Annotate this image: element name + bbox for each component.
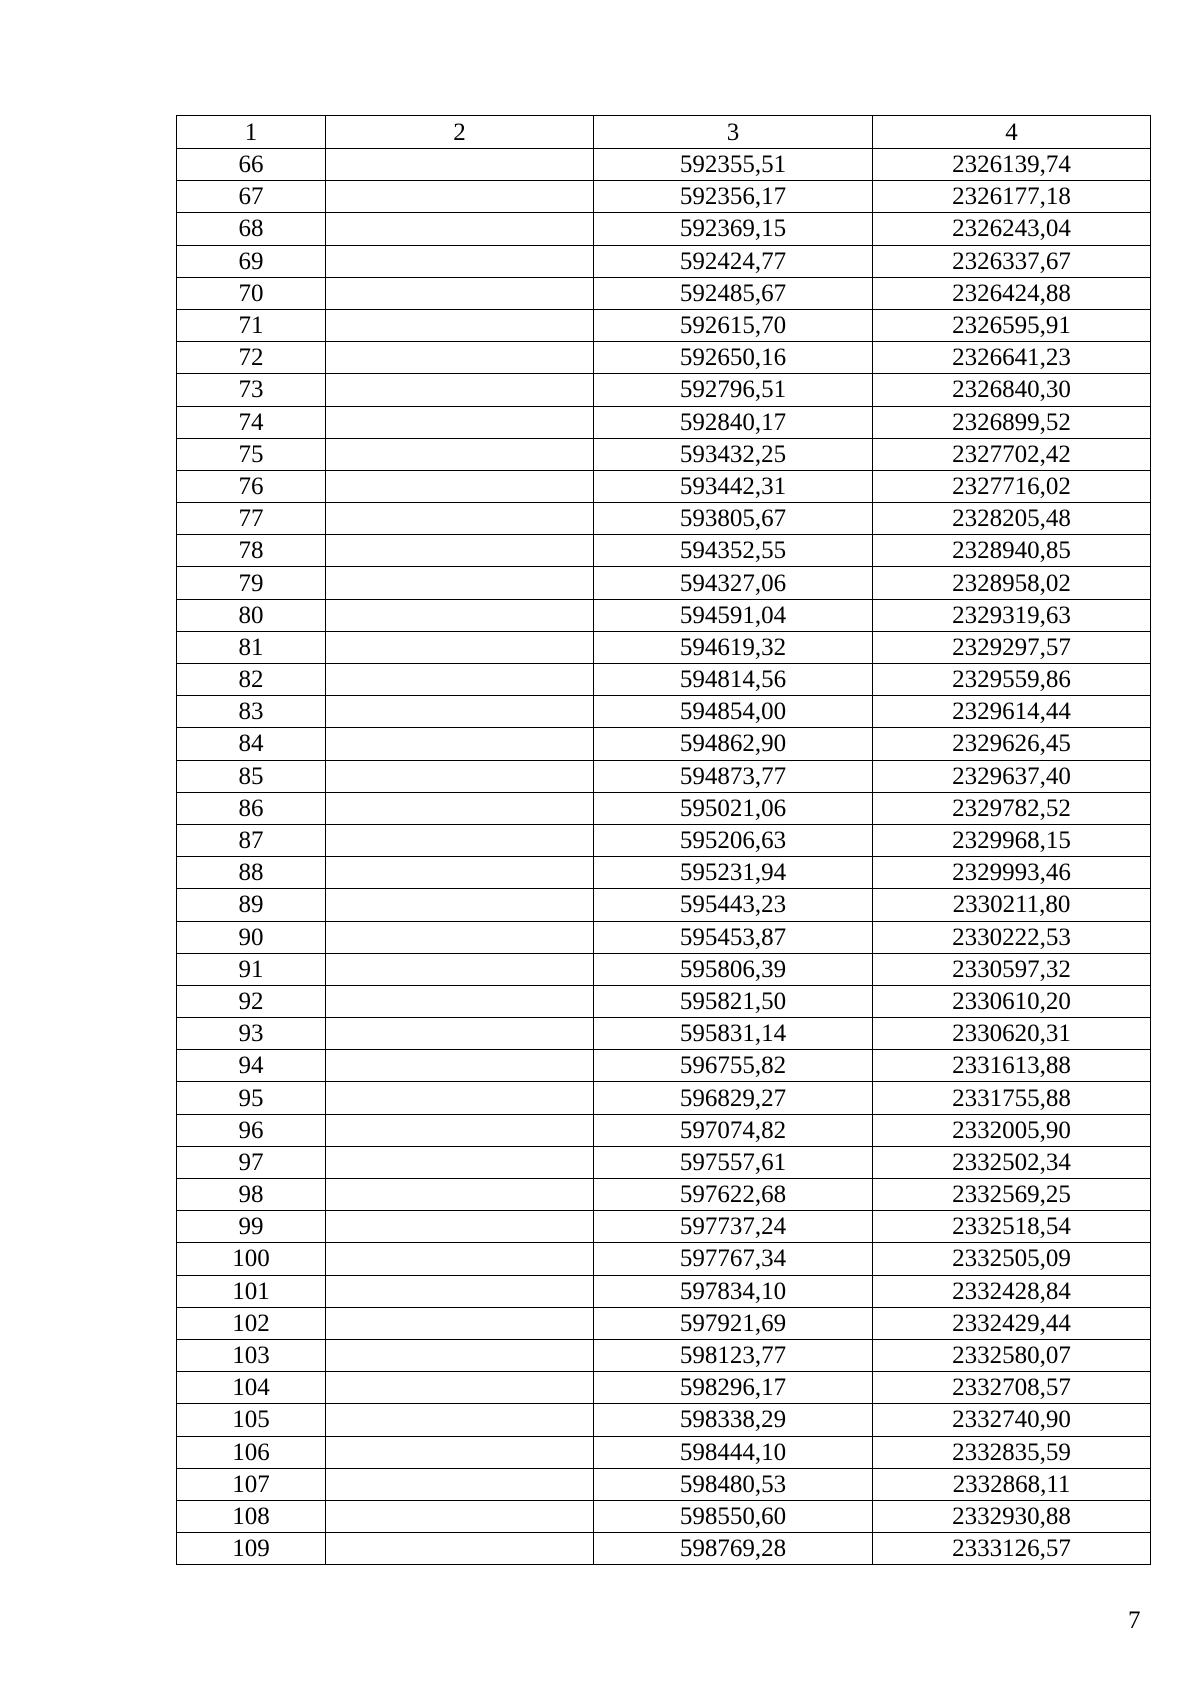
description-cell <box>326 985 594 1017</box>
x-coordinate-cell: 595021,06 <box>594 792 873 824</box>
table-body <box>177 149 1151 1565</box>
y-coordinate-cell: 2332708,57 <box>873 1372 1151 1404</box>
table-row <box>177 1339 1151 1371</box>
x-coordinate-cell: 597834,10 <box>594 1275 873 1307</box>
table-row <box>177 1050 1151 1082</box>
point-number-cell: 78 <box>177 535 326 567</box>
point-number-cell: 86 <box>177 792 326 824</box>
table-row <box>177 792 1151 824</box>
point-number-cell: 106 <box>177 1436 326 1468</box>
y-coordinate-cell: 2329626,45 <box>873 728 1151 760</box>
table-row <box>177 728 1151 760</box>
point-number-cell: 68 <box>177 213 326 245</box>
table-row <box>177 1179 1151 1211</box>
x-coordinate-cell: 594814,56 <box>594 664 873 696</box>
y-coordinate-cell: 2331613,88 <box>873 1050 1151 1082</box>
description-cell <box>326 953 594 985</box>
y-coordinate-cell: 2327702,42 <box>873 438 1151 470</box>
table-row <box>177 245 1151 277</box>
table-row <box>177 1243 1151 1275</box>
description-cell <box>326 1372 594 1404</box>
y-coordinate-cell: 2332428,84 <box>873 1275 1151 1307</box>
description-cell <box>326 309 594 341</box>
point-number-cell: 97 <box>177 1146 326 1178</box>
x-coordinate-cell: 594854,00 <box>594 696 873 728</box>
x-coordinate-cell: 592356,17 <box>594 181 873 213</box>
x-coordinate-cell: 595443,23 <box>594 889 873 921</box>
y-coordinate-cell: 2330610,20 <box>873 985 1151 1017</box>
table-header <box>177 116 1151 149</box>
x-coordinate-cell: 592650,16 <box>594 342 873 374</box>
table-row <box>177 149 1151 181</box>
y-coordinate-cell: 2330597,32 <box>873 953 1151 985</box>
x-coordinate-cell: 596755,82 <box>594 1050 873 1082</box>
table-row <box>177 953 1151 985</box>
point-number-cell: 105 <box>177 1404 326 1436</box>
x-coordinate-cell: 594327,06 <box>594 567 873 599</box>
point-number-cell: 69 <box>177 245 326 277</box>
description-cell <box>326 374 594 406</box>
x-coordinate-cell: 597622,68 <box>594 1179 873 1211</box>
y-coordinate-cell: 2326899,52 <box>873 406 1151 438</box>
table-row <box>177 1082 1151 1114</box>
y-coordinate-cell: 2329614,44 <box>873 696 1151 728</box>
x-coordinate-cell: 592369,15 <box>594 213 873 245</box>
description-cell <box>326 438 594 470</box>
point-number-cell: 82 <box>177 664 326 696</box>
y-coordinate-cell: 2332005,90 <box>873 1114 1151 1146</box>
x-coordinate-cell: 592424,77 <box>594 245 873 277</box>
y-coordinate-cell: 2330222,53 <box>873 921 1151 953</box>
table-row <box>177 889 1151 921</box>
y-coordinate-cell: 2333126,57 <box>873 1533 1151 1565</box>
y-coordinate-cell: 2326139,74 <box>873 149 1151 181</box>
y-coordinate-cell: 2326641,23 <box>873 342 1151 374</box>
description-cell <box>326 1275 594 1307</box>
table-row <box>177 1500 1151 1532</box>
point-number-cell: 90 <box>177 921 326 953</box>
page-number: 7 <box>1128 1607 1141 1634</box>
y-coordinate-cell: 2327716,02 <box>873 470 1151 502</box>
table-row <box>177 374 1151 406</box>
x-coordinate-cell: 598123,77 <box>594 1339 873 1371</box>
x-coordinate-cell: 592485,67 <box>594 277 873 309</box>
table-row <box>177 470 1151 502</box>
description-cell <box>326 760 594 792</box>
description-cell <box>326 535 594 567</box>
x-coordinate-cell: 597921,69 <box>594 1307 873 1339</box>
x-coordinate-cell: 594862,90 <box>594 728 873 760</box>
x-coordinate-cell: 598769,28 <box>594 1533 873 1565</box>
y-coordinate-cell: 2326840,30 <box>873 374 1151 406</box>
x-coordinate-cell: 595453,87 <box>594 921 873 953</box>
x-coordinate-cell: 592615,70 <box>594 309 873 341</box>
point-number-cell: 70 <box>177 277 326 309</box>
description-cell <box>326 664 594 696</box>
header-col-2: 2 <box>326 116 594 149</box>
point-number-cell: 84 <box>177 728 326 760</box>
point-number-cell: 72 <box>177 342 326 374</box>
x-coordinate-cell: 596829,27 <box>594 1082 873 1114</box>
x-coordinate-cell: 594619,32 <box>594 631 873 663</box>
x-coordinate-cell: 593442,31 <box>594 470 873 502</box>
y-coordinate-cell: 2329559,86 <box>873 664 1151 696</box>
y-coordinate-cell: 2326424,88 <box>873 277 1151 309</box>
description-cell <box>326 921 594 953</box>
y-coordinate-cell: 2330211,80 <box>873 889 1151 921</box>
header-col-4: 4 <box>873 116 1151 149</box>
table-row <box>177 824 1151 856</box>
x-coordinate-cell: 593432,25 <box>594 438 873 470</box>
coordinates-table <box>176 115 1151 1565</box>
description-cell <box>326 245 594 277</box>
x-coordinate-cell: 594873,77 <box>594 760 873 792</box>
description-cell <box>326 1146 594 1178</box>
y-coordinate-cell: 2329637,40 <box>873 760 1151 792</box>
description-cell <box>326 181 594 213</box>
table-row <box>177 277 1151 309</box>
table-row <box>177 1468 1151 1500</box>
description-cell <box>326 1468 594 1500</box>
x-coordinate-cell: 595831,14 <box>594 1018 873 1050</box>
description-cell <box>326 728 594 760</box>
x-coordinate-cell: 595231,94 <box>594 857 873 889</box>
point-number-cell: 74 <box>177 406 326 438</box>
table-row <box>177 438 1151 470</box>
table-row <box>177 921 1151 953</box>
y-coordinate-cell: 2329782,52 <box>873 792 1151 824</box>
table-row <box>177 181 1151 213</box>
y-coordinate-cell: 2332518,54 <box>873 1211 1151 1243</box>
table-row <box>177 309 1151 341</box>
table-row <box>177 1404 1151 1436</box>
point-number-cell: 71 <box>177 309 326 341</box>
description-cell <box>326 1243 594 1275</box>
point-number-cell: 92 <box>177 985 326 1017</box>
y-coordinate-cell: 2332580,07 <box>873 1339 1151 1371</box>
point-number-cell: 103 <box>177 1339 326 1371</box>
y-coordinate-cell: 2329968,15 <box>873 824 1151 856</box>
y-coordinate-cell: 2328205,48 <box>873 503 1151 535</box>
point-number-cell: 107 <box>177 1468 326 1500</box>
description-cell <box>326 1500 594 1532</box>
header-row <box>177 116 1151 149</box>
x-coordinate-cell: 595806,39 <box>594 953 873 985</box>
y-coordinate-cell: 2331755,88 <box>873 1082 1151 1114</box>
point-number-cell: 104 <box>177 1372 326 1404</box>
point-number-cell: 98 <box>177 1179 326 1211</box>
description-cell <box>326 1436 594 1468</box>
description-cell <box>326 1404 594 1436</box>
x-coordinate-cell: 597074,82 <box>594 1114 873 1146</box>
x-coordinate-cell: 594352,55 <box>594 535 873 567</box>
description-cell <box>326 1339 594 1371</box>
table-row <box>177 1372 1151 1404</box>
point-number-cell: 83 <box>177 696 326 728</box>
point-number-cell: 91 <box>177 953 326 985</box>
description-cell <box>326 631 594 663</box>
point-number-cell: 108 <box>177 1500 326 1532</box>
point-number-cell: 109 <box>177 1533 326 1565</box>
table-row <box>177 1211 1151 1243</box>
x-coordinate-cell: 597767,34 <box>594 1243 873 1275</box>
table-row <box>177 985 1151 1017</box>
x-coordinate-cell: 595206,63 <box>594 824 873 856</box>
x-coordinate-cell: 598550,60 <box>594 1500 873 1532</box>
y-coordinate-cell: 2326337,67 <box>873 245 1151 277</box>
y-coordinate-cell: 2330620,31 <box>873 1018 1151 1050</box>
point-number-cell: 76 <box>177 470 326 502</box>
description-cell <box>326 1179 594 1211</box>
description-cell <box>326 599 594 631</box>
point-number-cell: 66 <box>177 149 326 181</box>
description-cell <box>326 1533 594 1565</box>
x-coordinate-cell: 593805,67 <box>594 503 873 535</box>
point-number-cell: 102 <box>177 1307 326 1339</box>
description-cell <box>326 277 594 309</box>
point-number-cell: 95 <box>177 1082 326 1114</box>
y-coordinate-cell: 2332569,25 <box>873 1179 1151 1211</box>
description-cell <box>326 857 594 889</box>
y-coordinate-cell: 2332868,11 <box>873 1468 1151 1500</box>
table-row <box>177 599 1151 631</box>
table-row <box>177 1275 1151 1307</box>
description-cell <box>326 1307 594 1339</box>
point-number-cell: 80 <box>177 599 326 631</box>
x-coordinate-cell: 592840,17 <box>594 406 873 438</box>
table-row <box>177 1018 1151 1050</box>
x-coordinate-cell: 598444,10 <box>594 1436 873 1468</box>
y-coordinate-cell: 2326595,91 <box>873 309 1151 341</box>
x-coordinate-cell: 598480,53 <box>594 1468 873 1500</box>
y-coordinate-cell: 2332429,44 <box>873 1307 1151 1339</box>
x-coordinate-cell: 592796,51 <box>594 374 873 406</box>
point-number-cell: 94 <box>177 1050 326 1082</box>
description-cell <box>326 1082 594 1114</box>
y-coordinate-cell: 2332930,88 <box>873 1500 1151 1532</box>
point-number-cell: 88 <box>177 857 326 889</box>
point-number-cell: 75 <box>177 438 326 470</box>
y-coordinate-cell: 2329297,57 <box>873 631 1151 663</box>
y-coordinate-cell: 2329319,63 <box>873 599 1151 631</box>
x-coordinate-cell: 592355,51 <box>594 149 873 181</box>
table-row <box>177 213 1151 245</box>
y-coordinate-cell: 2328940,85 <box>873 535 1151 567</box>
x-coordinate-cell: 595821,50 <box>594 985 873 1017</box>
table-row <box>177 631 1151 663</box>
y-coordinate-cell: 2332502,34 <box>873 1146 1151 1178</box>
x-coordinate-cell: 594591,04 <box>594 599 873 631</box>
description-cell <box>326 406 594 438</box>
point-number-cell: 79 <box>177 567 326 599</box>
description-cell <box>326 889 594 921</box>
point-number-cell: 85 <box>177 760 326 792</box>
table-row <box>177 342 1151 374</box>
table-row <box>177 503 1151 535</box>
table-row <box>177 406 1151 438</box>
x-coordinate-cell: 598296,17 <box>594 1372 873 1404</box>
x-coordinate-cell: 597557,61 <box>594 1146 873 1178</box>
table-row <box>177 664 1151 696</box>
description-cell <box>326 1114 594 1146</box>
description-cell <box>326 1050 594 1082</box>
point-number-cell: 89 <box>177 889 326 921</box>
point-number-cell: 100 <box>177 1243 326 1275</box>
table-row <box>177 1533 1151 1565</box>
description-cell <box>326 696 594 728</box>
description-cell <box>326 567 594 599</box>
y-coordinate-cell: 2329993,46 <box>873 857 1151 889</box>
description-cell <box>326 1018 594 1050</box>
y-coordinate-cell: 2328958,02 <box>873 567 1151 599</box>
point-number-cell: 99 <box>177 1211 326 1243</box>
x-coordinate-cell: 598338,29 <box>594 1404 873 1436</box>
description-cell <box>326 1211 594 1243</box>
table-row <box>177 857 1151 889</box>
table-row <box>177 535 1151 567</box>
point-number-cell: 81 <box>177 631 326 663</box>
description-cell <box>326 470 594 502</box>
table-row <box>177 1146 1151 1178</box>
point-number-cell: 93 <box>177 1018 326 1050</box>
description-cell <box>326 824 594 856</box>
table-row <box>177 567 1151 599</box>
description-cell <box>326 792 594 824</box>
x-coordinate-cell: 597737,24 <box>594 1211 873 1243</box>
table-row <box>177 1307 1151 1339</box>
y-coordinate-cell: 2326177,18 <box>873 181 1151 213</box>
table-row <box>177 1114 1151 1146</box>
point-number-cell: 73 <box>177 374 326 406</box>
y-coordinate-cell: 2332505,09 <box>873 1243 1151 1275</box>
description-cell <box>326 342 594 374</box>
y-coordinate-cell: 2332740,90 <box>873 1404 1151 1436</box>
header-col-3: 3 <box>594 116 873 149</box>
header-col-1: 1 <box>177 116 326 149</box>
table-row <box>177 760 1151 792</box>
point-number-cell: 77 <box>177 503 326 535</box>
table-row <box>177 696 1151 728</box>
y-coordinate-cell: 2326243,04 <box>873 213 1151 245</box>
description-cell <box>326 503 594 535</box>
table-row <box>177 1436 1151 1468</box>
description-cell <box>326 213 594 245</box>
y-coordinate-cell: 2332835,59 <box>873 1436 1151 1468</box>
description-cell <box>326 149 594 181</box>
point-number-cell: 101 <box>177 1275 326 1307</box>
point-number-cell: 96 <box>177 1114 326 1146</box>
point-number-cell: 67 <box>177 181 326 213</box>
point-number-cell: 87 <box>177 824 326 856</box>
